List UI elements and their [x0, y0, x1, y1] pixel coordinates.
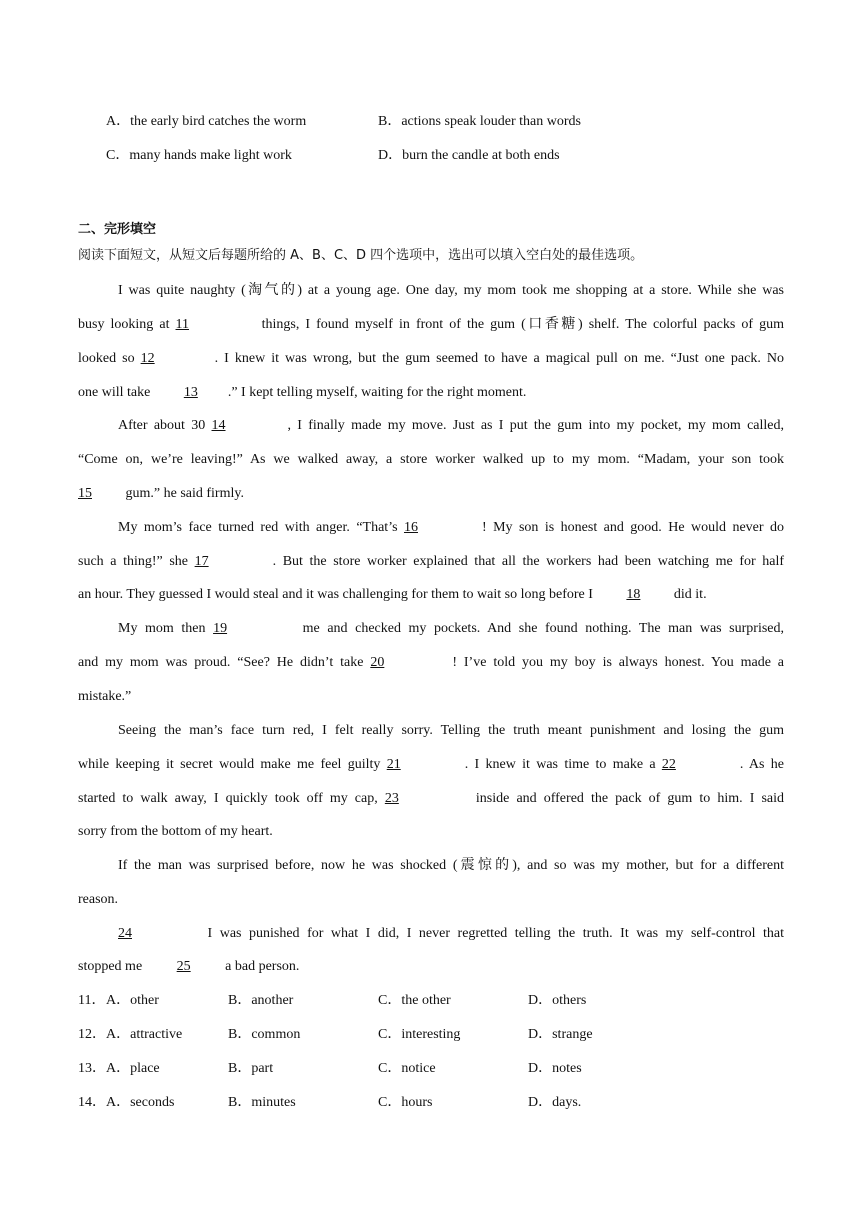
passage-text: . As he: [739, 757, 784, 772]
passage-line: [78, 316, 784, 334]
passage-text: . I knew it was time to make a: [464, 757, 656, 772]
passage-text: My mom then: [118, 621, 206, 636]
passage-text: an hour. They guessed I would steal and it was challenging for them to wait so long before I: [78, 587, 593, 602]
passage-line: Seeing the man’s face turn red, I felt really sorry. Telling the truth meant punishment and losing the gum: [118, 723, 784, 738]
passage-text: gum.” he said firmly.: [125, 486, 244, 501]
passage-line: [118, 925, 784, 943]
blank-25: 25: [176, 959, 191, 974]
passage-text: ! My son is honest and good. He would never do: [481, 520, 784, 535]
question-number: 14．: [78, 1095, 106, 1110]
prev-option-b: B．actions speak louder than words: [378, 114, 581, 129]
option-a[interactable]: A．attractive: [106, 1027, 183, 1042]
passage-text: busy looking at: [78, 317, 170, 332]
passage-line: [118, 519, 784, 537]
option-d[interactable]: D．strange: [528, 1027, 593, 1042]
passage-text: things, I found myself in front of the gum (口香糖) shelf. The colorful packs of gum: [261, 317, 784, 332]
passage-line: I was quite naughty (淘气的) at a young age. One day, my mom took me shopping at a store. While she was: [118, 283, 784, 298]
passage-text: one will take: [78, 385, 151, 400]
passage-text: looked so: [78, 351, 135, 366]
passage-line: [78, 654, 784, 672]
blank-19: 19: [213, 621, 228, 636]
passage-line: [118, 620, 784, 638]
blank-14: 14: [211, 418, 226, 433]
passage-line: [78, 790, 784, 808]
option-d[interactable]: D．notes: [528, 1061, 582, 1076]
option-b[interactable]: B．common: [228, 1027, 301, 1042]
passage-text: a bad person.: [225, 959, 300, 974]
passage-text: inside and offered the pack of gum to him. I said: [475, 791, 785, 806]
passage-text: such a thing!” she: [78, 554, 188, 569]
blank-20: 20: [370, 655, 385, 670]
option-b[interactable]: B．part: [228, 1061, 274, 1076]
blank-18: 18: [626, 587, 641, 602]
passage-text: . I knew it was wrong, but the gum seemed to have a magical pull on me. “Just one pack. No: [214, 351, 785, 366]
passage-line: [78, 586, 707, 604]
passage-text: ! I’ve told you my boy is always honest. You made a: [452, 655, 785, 670]
option-c[interactable]: C．the other: [378, 993, 451, 1008]
passage-line: [78, 485, 244, 503]
passage-text: After about 30: [118, 418, 206, 433]
prev-option-d: D．burn the candle at both ends: [378, 148, 560, 163]
passage-text: , I finally made my move. Just as I put the gum into my pocket, my mom called,: [287, 418, 784, 433]
prev-option-a: A．the early bird catches the worm: [106, 114, 307, 129]
passage-text: stopped me: [78, 959, 143, 974]
passage-line: [78, 384, 526, 402]
passage-line: [78, 350, 784, 368]
blank-11: 11: [175, 317, 190, 332]
passage-text: . But the store worker explained that all the workers had been watching me for half: [272, 554, 785, 569]
passage-line: [118, 417, 784, 435]
option-c[interactable]: C．hours: [378, 1095, 433, 1110]
option-c[interactable]: C．notice: [378, 1061, 436, 1076]
option-a[interactable]: A．seconds: [106, 1095, 175, 1110]
option-b[interactable]: B．minutes: [228, 1095, 296, 1110]
option-a[interactable]: A．place: [106, 1061, 160, 1076]
blank-24: 24: [118, 926, 132, 941]
passage-line: sorry from the bottom of my heart.: [78, 824, 273, 839]
passage-text: started to walk away, I quickly took off my cap,: [78, 791, 378, 806]
blank-21: 21: [386, 757, 401, 772]
blank-22: 22: [661, 757, 676, 772]
question-number: 12．: [78, 1027, 106, 1042]
passage-text: .” I kept telling myself, waiting for the right moment.: [227, 385, 527, 400]
blank-15: 15: [78, 486, 92, 501]
passage-line: [78, 756, 784, 774]
passage-line: [78, 958, 299, 976]
passage-text: I was punished for what I did, I never regretted telling the truth. It was my self-control that: [207, 926, 784, 941]
option-d[interactable]: D．days.: [528, 1095, 582, 1110]
question-number: 13．: [78, 1061, 106, 1076]
option-b[interactable]: B．another: [228, 993, 294, 1008]
passage-text: did it.: [673, 587, 707, 602]
passage-text: me and checked my pockets. And she found nothing. The man was surprised,: [302, 621, 785, 636]
section-title: 二、完形填空: [78, 222, 157, 237]
option-d[interactable]: D．others: [528, 993, 587, 1008]
passage-line: [78, 553, 784, 571]
blank-16: 16: [403, 520, 418, 535]
blank-13: 13: [183, 385, 198, 400]
option-c[interactable]: C．interesting: [378, 1027, 461, 1042]
section-instruction: 阅读下面短文，从短文后每题所给的 A、B、C、D 四个选项中，选出可以填入空白处的最佳选项。: [78, 248, 644, 263]
passage-text: and my mom was proud. “See? He didn’t take: [78, 655, 364, 670]
passage-text: My mom’s face turned red with anger. “That’s: [118, 520, 398, 535]
blank-23: 23: [384, 791, 399, 806]
question-number: 11．: [78, 993, 106, 1008]
passage-line: If the man was surprised before, now he was shocked (震惊的), and so was my mother, but for a different: [118, 858, 784, 873]
passage-line: mistake.”: [78, 689, 132, 704]
blank-12: 12: [140, 351, 155, 366]
passage-line: reason.: [78, 892, 119, 907]
passage-line: “Come on, we’re leaving!” As we walked away, a store worker walked up to my mom. “Madam, your son took: [78, 452, 784, 467]
option-a[interactable]: A．other: [106, 993, 159, 1008]
blank-17: 17: [194, 554, 209, 569]
passage-text: while keeping it secret would make me feel guilty: [78, 757, 381, 772]
prev-option-c: C．many hands make light work: [106, 148, 292, 163]
